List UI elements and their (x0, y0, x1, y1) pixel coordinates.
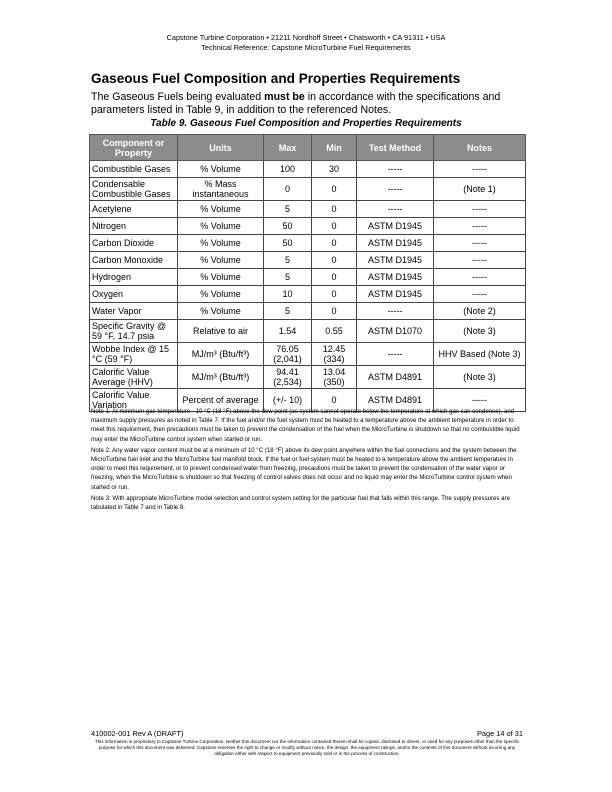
cell-notes: (Note 3) (434, 366, 526, 389)
table-row (90, 366, 526, 389)
cell-min: 0 (312, 178, 357, 201)
cell-component: Water Vapor (90, 303, 178, 320)
cell-notes: HHV Based (Note 3) (434, 343, 526, 366)
cell-test-method: ----- (357, 343, 434, 366)
table-row (90, 218, 526, 235)
cell-min: 0 (312, 252, 357, 269)
cell-test-method: ASTM D1945 (357, 269, 434, 286)
cell-component: Hydrogen (90, 269, 178, 286)
intro-text-end: in accordance with the specifications and parameters listed in Table 9, in addition to the referenced Notes. (91, 91, 501, 117)
cell-component: Specific Gravity @ 59 °F, 14.7 psia (90, 320, 178, 343)
col-header-component: Component or Property (90, 135, 178, 161)
cell-notes: (Note 1) (434, 178, 526, 201)
table-row (90, 303, 526, 320)
cell-min: 30 (312, 161, 357, 178)
cell-test-method: ASTM D1945 (357, 252, 434, 269)
intro-text-start: The Gaseous Fuels being evaluated (91, 91, 265, 103)
cell-notes: ----- (434, 269, 526, 286)
cell-units: MJ/m³ (Btu/ft³) (178, 366, 264, 389)
cell-min: 0 (312, 303, 357, 320)
intro-paragraph (91, 91, 531, 118)
col-header-notes: Notes (434, 135, 526, 161)
cell-notes: (Note 3) (434, 320, 526, 343)
cell-max: 5 (264, 269, 312, 286)
cell-notes: ----- (434, 161, 526, 178)
cell-min: 0 (312, 218, 357, 235)
cell-test-method: ASTM D4891 (357, 389, 434, 412)
cell-units: % Volume (178, 252, 264, 269)
header-doc-title: Technical Reference: Capstone MicroTurbine Fuel Requirements (201, 42, 411, 52)
cell-max: 0 (264, 178, 312, 201)
intro-text-bold: must be (264, 91, 305, 103)
notes-section (91, 407, 527, 514)
table-row (90, 269, 526, 286)
cell-component: Acetylene (90, 201, 178, 218)
cell-units: % Volume (178, 201, 264, 218)
cell-test-method: ASTM D1945 (357, 235, 434, 252)
cell-units: % Volume (178, 286, 264, 303)
cell-notes: ----- (434, 201, 526, 218)
col-header-min: Min (312, 135, 357, 161)
cell-test-method: ASTM D1945 (357, 218, 434, 235)
col-header-units: Units (178, 135, 264, 161)
cell-max: 50 (264, 218, 312, 235)
table-row (90, 201, 526, 218)
cell-units: % Mass instantaneous (178, 178, 264, 201)
table-header-row (90, 135, 526, 161)
cell-component: Carbon Dioxide (90, 235, 178, 252)
cell-test-method: ASTM D4891 (357, 366, 434, 389)
table-row (90, 235, 526, 252)
cell-max: 76.05 (2,041) (264, 343, 312, 366)
cell-units: % Volume (178, 161, 264, 178)
cell-min: 0 (312, 269, 357, 286)
cell-test-method: ASTM D1070 (357, 320, 434, 343)
cell-component: Calorific Value Variation (90, 389, 178, 412)
table-row (90, 178, 526, 201)
document-id: 410002-001 Rev A (DRAFT) (91, 729, 184, 738)
cell-test-method: ----- (357, 201, 434, 218)
cell-component: Nitrogen (90, 218, 178, 235)
table-row (90, 161, 526, 178)
col-header-test-method: Test Method (357, 135, 434, 161)
cell-max: 1.54 (264, 320, 312, 343)
cell-component: Condensable Combustible Gases (90, 178, 178, 201)
note-3: Note 3: With appropriate MicroTurbine model selection and control system setting for the particular fuel that falls within this range. The supply pressures are tabulated in Table 7 and in Table 8. (91, 494, 510, 512)
cell-component: Oxygen (90, 286, 178, 303)
cell-max: 5 (264, 201, 312, 218)
cell-max: 10 (264, 286, 312, 303)
cell-min: 0 (312, 286, 357, 303)
cell-max: (+/- 10) (264, 389, 312, 412)
cell-min: 0.55 (312, 320, 357, 343)
cell-component: Carbon Monoxide (90, 252, 178, 269)
cell-min: 0 (312, 201, 357, 218)
note-2: Note 2: Any water vapor content must be at a minimum of 10 °C (18 °F) above its dew point anywhere within the fuel connections and the system between the MicroTurbine fuel inlet and the MicroTurbine fuel manifold block. If the fuel or fuel system must be heated to a temperature above the ambient temperature in order to meet this requirement, or to prevent condensed water from freezing, precautions must be taken to prevent the condensation of the water vapor or freezing, when the MicroTurbine is shutdown so that freezing of control valves does not occur and no liquid may enter the MicroTurbine control system when started or run. (91, 446, 517, 491)
cell-notes: ----- (434, 218, 526, 235)
fuel-requirements-table (89, 134, 526, 412)
cell-units: Percent of average (178, 389, 264, 412)
cell-test-method: ----- (357, 303, 434, 320)
table-row (90, 252, 526, 269)
cell-min: 0 (312, 235, 357, 252)
cell-component: Calorific Value Average (HHV) (90, 366, 178, 389)
proprietary-disclaimer: This information is proprietary to Capstone Turbine Corporation. Neither this document nor the information contained therein shall be copied, disclosed to others, or used for any purposes other than the specific purpose for which this document was delivered. Capstone reserves the right to change or modify without notice, the design, the equipment ratings, and/or the contents of this document without incurring any obligation either with respect to equipment previously sold or in the process of construction. (94, 739, 520, 757)
cell-notes: (Note 2) (434, 303, 526, 320)
page-header (0, 33, 612, 52)
cell-units: % Volume (178, 218, 264, 235)
cell-min: 13.04 (350) (312, 366, 357, 389)
cell-min: 0 (312, 389, 357, 412)
cell-max: 100 (264, 161, 312, 178)
cell-units: MJ/m³ (Btu/ft³) (178, 343, 264, 366)
cell-notes: ----- (434, 235, 526, 252)
cell-notes: ----- (434, 286, 526, 303)
cell-max: 5 (264, 252, 312, 269)
cell-test-method: ----- (357, 161, 434, 178)
cell-test-method: ----- (357, 178, 434, 201)
cell-component: Combustible Gases (90, 161, 178, 178)
cell-units: % Volume (178, 303, 264, 320)
note-1: Note 1: At minimum gas temperature - 10 °C (18 °F) above the dew point (as system cannot operate below the temperature at which gas can condense), and maximum supply pressures as noted in Table 7. If the fuel and/or the fuel system must be heated to a temperature above the ambient temperature in order to meet this requirement, then precautions must be taken to prevent the condensation of the fuel when the MicroTurbine is shutdown so that no combustible liquid may enter the MicroTurbine control system when started or run. (91, 408, 520, 443)
table-row (90, 286, 526, 303)
table-row (90, 320, 526, 343)
cell-test-method: ASTM D1945 (357, 286, 434, 303)
cell-units: % Volume (178, 269, 264, 286)
section-title: Gaseous Fuel Composition and Properties Requirements (91, 71, 461, 86)
col-header-max: Max (264, 135, 312, 161)
cell-max: 50 (264, 235, 312, 252)
cell-units: Relative to air (178, 320, 264, 343)
cell-notes: ----- (434, 389, 526, 412)
cell-max: 94.41 (2,534) (264, 366, 312, 389)
table-row (90, 343, 526, 366)
cell-units: % Volume (178, 235, 264, 252)
cell-notes: ----- (434, 252, 526, 269)
page-number: Page 14 of 31 (476, 729, 523, 738)
table-caption: Table 9. Gaseous Fuel Composition and Properties Requirements (150, 118, 462, 129)
cell-component: Wobbe Index @ 15 °C (59 °F) (90, 343, 178, 366)
cell-min: 12.45 (334) (312, 343, 357, 366)
cell-max: 5 (264, 303, 312, 320)
header-address: Capstone Turbine Corporation • 21211 Nordhoff Street • Chatsworth • CA 91311 • USA (166, 33, 446, 42)
